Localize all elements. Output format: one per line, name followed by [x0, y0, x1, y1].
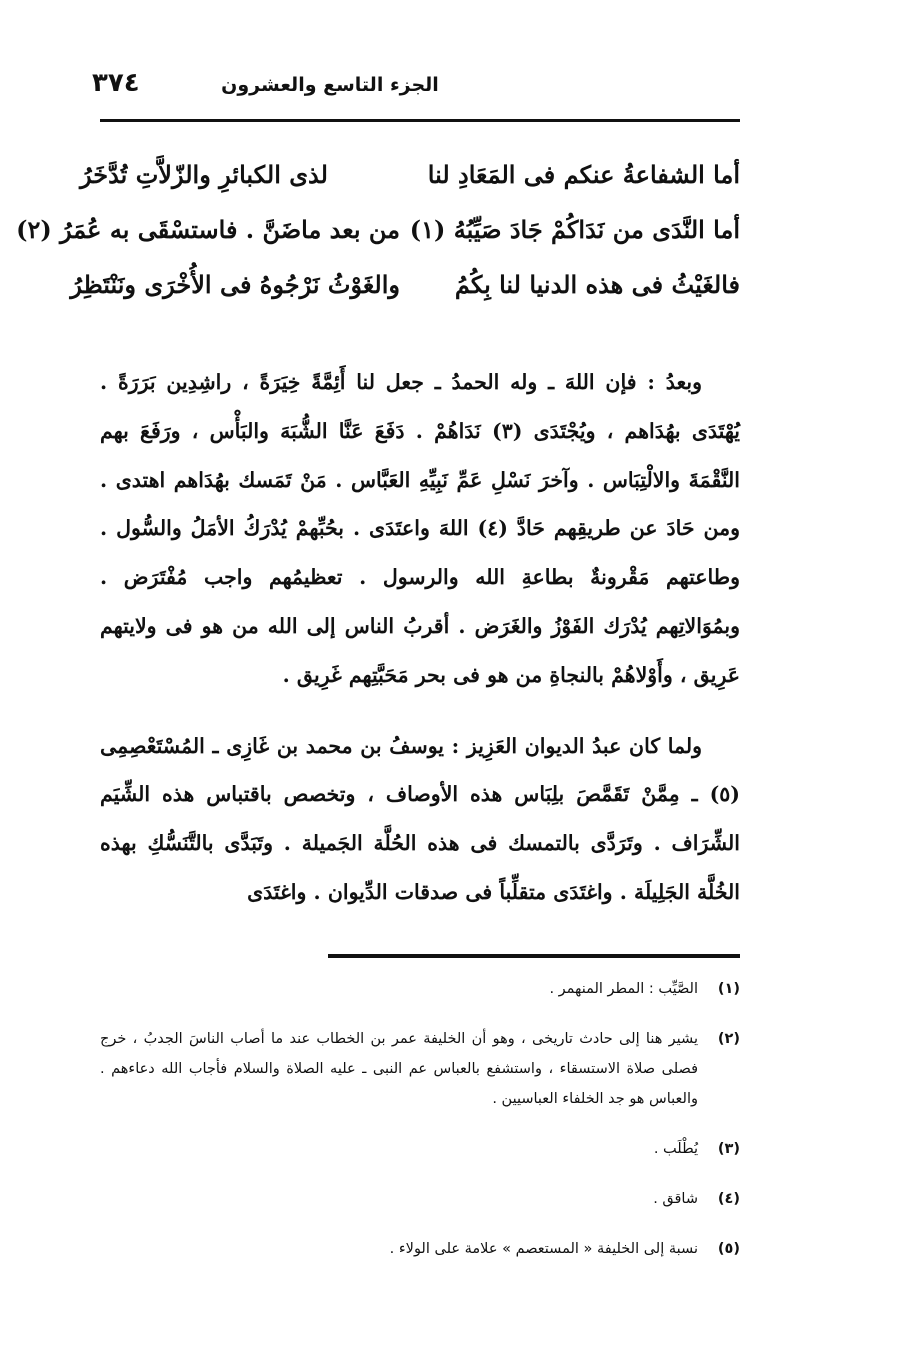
footnote-number: (٣) — [717, 1141, 740, 1157]
footnote-text: شاقق . — [653, 1191, 698, 1207]
footnote-number: (٢) — [717, 1031, 740, 1047]
body-paragraph: ولما كان عبدُ الديوان العَزِيز : يوسفُ بن محمد بن غَازِى ـ المُسْتَعْصِمِى (٥) ـ مِمَّنْ تَقَمَّصَ بلِبَاس هذه الأوصاف ، وتخصص باقتباس هذه الشِّيَم الشِّرَاف . وتَرَدَّى بالتمسك فى هذه الحُلَّة الجَميلة . وتَبَدَّى بالتَّنَسُّكِ بهذه الخُلَّة الجَلِيلَة . واغتَدَى متقلِّباً فى صدقات الدِّيوان . واغتَدَى — [100, 733, 740, 904]
poem — [16, 160, 740, 325]
footnote-number: (٤) — [717, 1191, 740, 1207]
first-hemistich: فالغَيْثُ فى هذه الدنيا لنا بِكُمُ — [454, 270, 740, 299]
second-hemistich: والغَوْثُ نَرْجُوهُ فى الأُخْرَى ونَنْتَظِرُ — [70, 270, 400, 299]
first-hemistich: أما الشفاعةُ عنكم فى المَعَادِ لنا — [427, 160, 740, 189]
header-rule — [100, 119, 740, 122]
footnote-text: يشير هنا إلى حادث تاريخى ، وهو أن الخليفة عمر بن الخطاب عند ما أصاب الناسَ الجدبُ ، خرج فصلى صلاة الاستسقاء ، واستشفع بالعباس عم النبى ـ عليه الصلاة والسلام فأجاب الله دعاءهم . والعباس هو جد الخلفاء العباسيين . — [100, 1031, 698, 1107]
second-hemistich: من بعد ماضَنَّ . فاستسْقَى به عُمَرُ (٢) — [16, 215, 400, 244]
running-title: الجزء التاسع والعشرون — [221, 74, 439, 96]
footnote — [100, 1234, 740, 1264]
verse — [80, 160, 740, 215]
footnote-separator — [328, 954, 740, 958]
footnote — [100, 1134, 740, 1164]
footnote — [100, 974, 740, 1004]
verse — [70, 270, 740, 325]
body-text — [100, 358, 740, 917]
footnote-text: نسبة إلى الخليفة « المستعصم » علامة على الولاء . — [389, 1241, 698, 1257]
page-number: ٣٧٤ — [92, 68, 140, 98]
second-hemistich: لذى الكبائرِ والزّلاَّتِ تُدَّخَرُ — [80, 160, 328, 189]
footnote-text: يُطْلَب . — [653, 1141, 698, 1157]
body-paragraph: وبعدُ : فإن اللهَ ـ وله الحمدُ ـ جعل لنا أَئِمَّةً خِيَرَةً ، راشِدِين بَرَرَةً . يُهْتَدَى بهُدَاهم ، ويُجْتَدَى (٣) نَدَاهُمْ . دَفَعَ عَنَّا الشُّبَهَ والبَأْس ، ورَفَعَ بهم النَّقْمَةَ والالْتِبَاس . وآخرَ نَسْلِ عَمِّ نَبِيِّهِ العَبَّاس . مَنْ تَمَسك بهُدَاهم اهتدى . ومن حَادَ عن طريقِهم حَادَّ (٤) اللهَ واعتَدَى . بحُبِّهمْ يُدْرَكُ الأمَلُ والسُّول . وطاعتهم مَقْرونةٌ بطاعةِ الله والرسول . تعظيمُهم واجب مُفْتَرَض . وبمُوَالاتِهم يُدْرَك الفَوْزُ والغَرَض . أقربُ الناس إلى الله من هو فى ولايتهم عَرِيق ، وأَوْلاهُمْ بالنجاةِ من هو فى بحر مَحَبَّتِهم غَرِيق . — [100, 370, 740, 687]
footnote — [100, 1184, 740, 1214]
footnote-text: الصَّيِّب : المطر المنهمر . — [549, 981, 698, 997]
verse — [16, 215, 740, 270]
footnote-number: (١) — [717, 981, 740, 997]
footnote — [100, 1024, 740, 1114]
first-hemistich: أما النَّدَى من نَدَاكُمْ جَادَ صَيِّبُهُ (١) — [409, 215, 740, 244]
footnote-number: (٥) — [717, 1241, 740, 1257]
footnotes — [100, 974, 740, 1284]
